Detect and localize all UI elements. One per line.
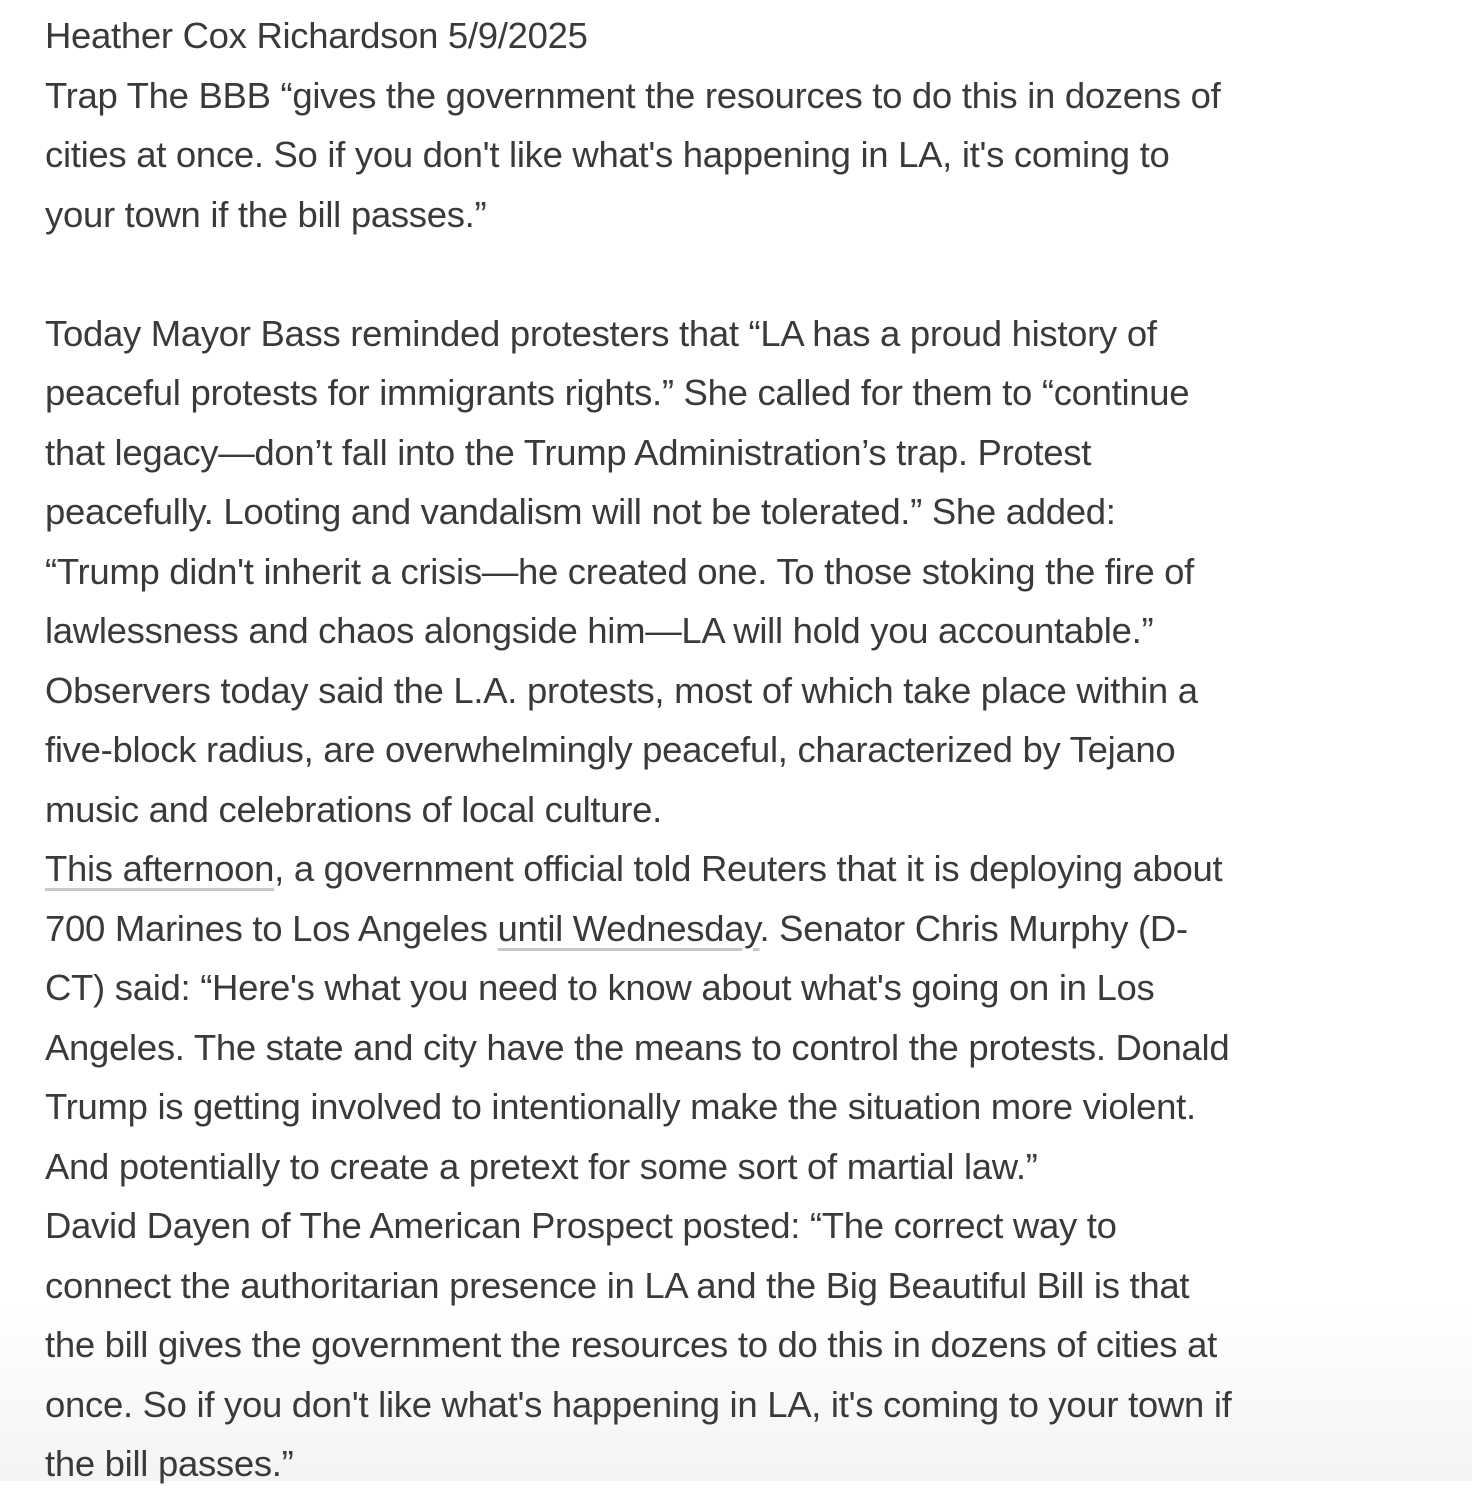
note-line: peacefully. Looting and vandalism will not be tolerated.” She added:: [45, 491, 1116, 532]
line-text: , a government official told Reuters that it is deploying about: [274, 848, 1223, 889]
note-line: David Dayen of The American Prospect posted: “The correct way to: [45, 1205, 1117, 1246]
note-line: your town if the bill passes.”: [45, 193, 487, 235]
note-line: Trap The BBB “gives the government the resources to do this in dozens of: [45, 74, 1221, 116]
note-line: [45, 839, 1450, 899]
note-line: music and celebrations of local culture.: [45, 788, 662, 830]
note-line: the bill gives the government the resources to do this in dozens of cities at: [45, 1324, 1217, 1365]
line-text: . Senator Chris Murphy (D-: [759, 907, 1188, 949]
link-until-wednesday[interactable]: until Wednesday: [497, 907, 760, 949]
note-line: Today Mayor Bass reminded protesters that “LA has a proud history of: [45, 312, 1157, 354]
note-line: that legacy—don’t fall into the Trump Administration’s trap. Protest: [45, 431, 1092, 473]
note-line: Observers today said the L.A. protests, most of which take place within a: [45, 669, 1198, 711]
note-header: Heather Cox Richardson 5/9/2025: [45, 15, 588, 56]
note-line: the bill passes.”: [45, 1443, 294, 1484]
note-line: Angeles. The state and city have the means to control the protests. Donald: [45, 1026, 1230, 1068]
note-line: “Trump didn't inherit a crisis—he created one. To those stoking the fire of: [45, 550, 1194, 592]
note-line: five-block radius, are overwhelmingly peaceful, characterized by Tejano: [45, 729, 1176, 770]
note-line: lawlessness and chaos alongside him—LA will hold you accountable.”: [45, 610, 1154, 651]
note-line: once. So if you don't like what's happening in LA, it's coming to your town if: [45, 1383, 1232, 1425]
note-body[interactable]: [45, 6, 1450, 1494]
note-line: connect the authoritarian presence in LA and the Big Beautiful Bill is that: [45, 1264, 1190, 1306]
note-line: cities at once. So if you don't like what's happening in LA, it's coming to: [45, 134, 1170, 175]
note-line: CT) said: “Here's what you need to know about what's going on in Los: [45, 967, 1155, 1008]
note-line: peaceful protests for immigrants rights.” She called for them to “continue: [45, 372, 1190, 413]
note-line: And potentially to create a pretext for some sort of martial law.”: [45, 1145, 1038, 1187]
note-line: [45, 899, 1450, 959]
link-this-afternoon[interactable]: This afternoon: [45, 848, 275, 889]
note-line: Trump is getting involved to intentionally make the situation more violent.: [45, 1086, 1196, 1127]
line-text: 700 Marines to Los Angeles: [45, 907, 498, 949]
blank-line: [45, 244, 1450, 304]
